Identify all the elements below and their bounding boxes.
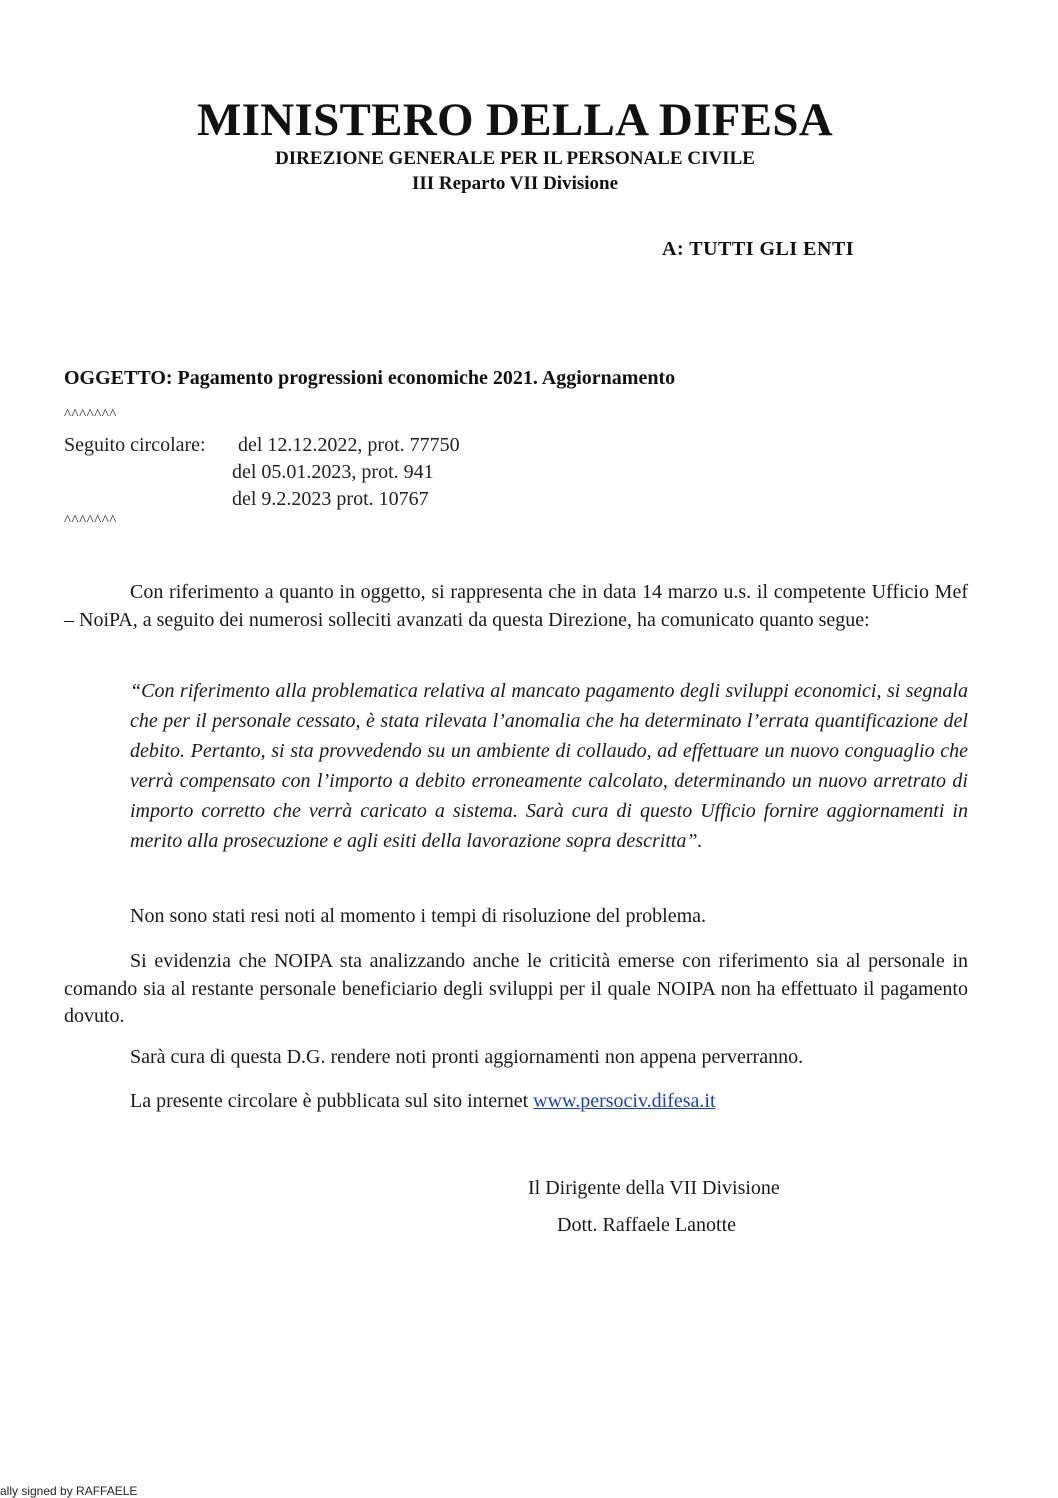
timing-paragraph: Non sono stati resi noti al momento i tempi di risoluzione del problema. [130, 905, 707, 927]
ministry-title: MINISTERO DELLA DIFESA [196, 94, 834, 146]
intro-paragraph: Con riferimento a quanto in oggetto, si rappresenta che in data 14 marzo u.s. il competente Ufficio Mef – NoiPA, a seguito dei numerosi solleciti avanzati da questa Direzione, ha comunicato quanto segue: [64, 581, 968, 631]
signer-name: Dott. Raffaele Lanotte [557, 1214, 737, 1236]
department-division: III Reparto VII Divisione [411, 173, 619, 194]
recipient-line: A: TUTTI GLI ENTI [662, 238, 855, 260]
reference-item: del 12.12.2022, prot. 77750 [238, 434, 460, 456]
separator-top: ^^^^^^^ [64, 407, 117, 423]
digital-signature-note: ally signed by RAFFAELE [0, 1484, 138, 1498]
references-label: Seguito circolare: [64, 434, 206, 456]
publication-paragraph [130, 1088, 968, 1116]
publication-text: La presente circolare è pubblicata sul sito internet [130, 1090, 529, 1112]
quoted-communication: “Con riferimento alla problematica relativa al mancato pagamento degli sviluppi economici, si segnala che per il personale cessato, è stata rilevata l’anomalia che ha determinato l’errata quantificazione del debito. Pertanto, si sta provvedendo su un ambiente di collaudo, ad effettuare un nuovo conguaglio che verrà compensato con l’importo a debito erroneamente calcolato, determinando un nuovo arretrato di importo corretto che verrà caricato a sistema. Sarà cura di questo Ufficio fornire aggiornamenti in merito alla prosecuzione e agli esiti della lavorazione sopra descritta”. [130, 680, 968, 852]
subject-line: OGGETTO: Pagamento progressioni economiche 2021. Aggiornamento [64, 367, 676, 389]
website-link[interactable]: www.persociv.difesa.it [533, 1090, 716, 1112]
directorate-name: DIREZIONE GENERALE PER IL PERSONALE CIVILE [275, 148, 755, 169]
reference-item: del 05.01.2023, prot. 941 [232, 461, 434, 483]
signer-role: Il Dirigente della VII Divisione [528, 1177, 780, 1199]
separator-bottom: ^^^^^^^ [64, 513, 117, 529]
reference-item: del 9.2.2023 prot. 10767 [232, 488, 429, 510]
evidence-paragraph: Si evidenzia che NOIPA sta analizzando anche le criticità emerse con riferimento sia al personale in comando sia al restante personale beneficiario degli sviluppi per il quale NOIPA non ha effettuato il pagamento dovuto. [64, 950, 968, 1027]
updates-paragraph: Sarà cura di questa D.G. rendere noti pronti aggiornamenti non appena perverranno. [130, 1046, 804, 1068]
